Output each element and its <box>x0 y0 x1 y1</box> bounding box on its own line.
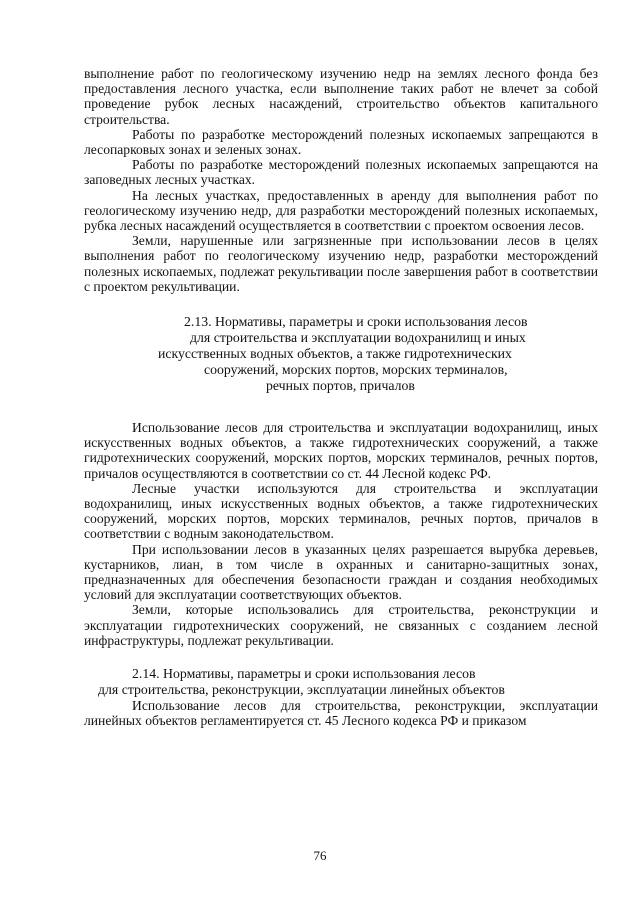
heading-line: речных портов, причалов <box>266 378 415 394</box>
paragraph: Лесные участки используются для строительства и эксплуатации водохранилищ, иных искусственных водных объектов, а также гидротехнических сооружений, морских портов, морских терминалов, речных портов, причалов в соответствии с водным законодательством. <box>84 480 598 542</box>
paragraph: Земли, нарушенные или загрязненные при использовании лесов в целях выполнения работ по геологическому изучению недр, разработки месторождений полезных ископаемых, подлежат рекультивации после завершения работ в соответствии с проектом рекультивации. <box>84 233 598 294</box>
paragraph: При использовании лесов в указанных целях разрешается вырубка деревьев, кустарников, лиан, в том числе в охранных и санитарно-защитных зонах, предназначенных для обеспечения безопасности граждан и создания необходимых условий для эксплуатации соответствующих объектов. <box>84 541 598 603</box>
heading-line: для строительства, реконструкции, эксплуатации линейных объектов <box>98 682 505 698</box>
section-2-13-heading <box>84 314 598 394</box>
page-number: 76 <box>313 848 327 863</box>
heading-line: искусственных водных объектов, а также гидротехнических <box>158 346 512 362</box>
heading-line: 2.13. Нормативы, параметры и сроки использования лесов <box>184 314 528 330</box>
paragraph: Земли, которые использовались для строительства, реконструкции и эксплуатации гидротехнических сооружений, не связанных с созданием лесной инфраструктуры, подлежат рекультивации. <box>84 602 598 648</box>
paragraph: Работы по разработке месторождений полезных ископаемых запрещаются на заповедных лесных участках. <box>84 157 598 188</box>
heading-line: для строительства и эксплуатации водохранилищ и иных <box>190 330 526 346</box>
heading-line: сооружений, морских портов, морских терминалов, <box>204 362 508 378</box>
paragraph: Использование лесов для строительства, реконструкции, эксплуатации линейных объектов регламентируется ст. 45 Лесного кодекса РФ и приказом <box>84 698 598 729</box>
paragraph: На лесных участках, предоставленных в аренду для выполнения работ по геологическому изучению недр, для разработки месторождений полезных ископаемых, рубка лесных насаждений осуществляется в соответствии с проектом освоения лесов. <box>84 187 598 234</box>
paragraph-continued: выполнение работ по геологическому изучению недр на землях лесного фонда без предоставления лесного участка, если выполнение таких работ не влечет за собой проведение рубок лесных насаждений, строительство объектов капитального строительства. <box>84 66 598 127</box>
paragraph: Работы по разработке месторождений полезных ископаемых запрещаются в лесопарковых зонах и зеленых зонах. <box>84 126 598 158</box>
heading-line: 2.14. Нормативы, параметры и сроки использования лесов <box>132 666 476 682</box>
section-2-14-heading <box>84 666 598 698</box>
paragraph: Использование лесов для строительства и эксплуатации водохранилищ, иных искусственных водных объектов, а также гидротехнических сооружений, а также гидротехнических сооружений, морских портов, морских терминалов, речных портов, причалов осуществляются в соответствии со ст. 44 Лесной кодекс РФ. <box>84 420 598 481</box>
